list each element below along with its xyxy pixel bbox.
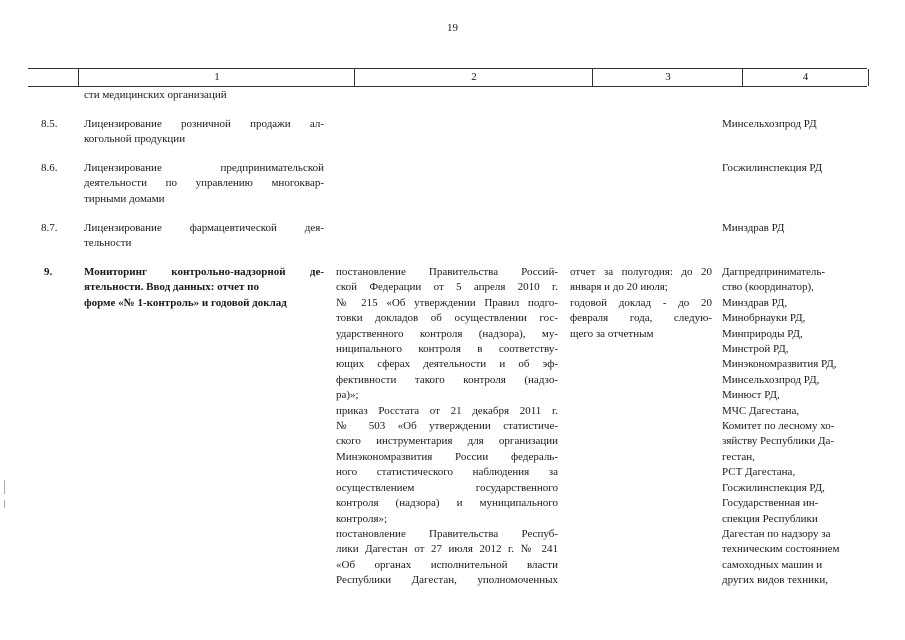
executor-line: ство (координатор), xyxy=(722,281,814,294)
executor-line: Дагпредприниматель- xyxy=(722,266,826,278)
executor-line: Государственная ин- xyxy=(722,497,819,510)
executor-line: РСТ Дагестана, xyxy=(722,466,796,479)
description-line: Лицензирование предпринимательской xyxy=(84,162,324,174)
title-line: Мониторинг контрольно-надзорной де- xyxy=(84,266,324,278)
row-description-8-6 xyxy=(84,161,324,207)
executor-line: Минсельхозпрод РД, xyxy=(722,373,820,386)
row-description-8-5 xyxy=(84,117,324,148)
description-line: тельности xyxy=(84,237,132,250)
row-title-9 xyxy=(84,265,324,311)
basis-line: фективности такого контроля (надзо- xyxy=(336,373,558,386)
deadline-line: годовой доклад - до 20 xyxy=(570,296,712,309)
executor-line: самоходных машин и xyxy=(722,558,823,571)
executor-line: Минстрой РД, xyxy=(722,343,789,356)
description-line: деятельности по управлению многоквар- xyxy=(84,177,324,190)
executor-line: других видов техники, xyxy=(722,574,829,587)
basis-line: ниципального контроля в соответству- xyxy=(336,343,558,356)
basis-line: ющих сферах деятельности и об эф- xyxy=(336,358,558,371)
basis-line: контроля»; xyxy=(336,512,388,525)
deadline-line: января и до 20 июля; xyxy=(570,281,668,294)
basis-line: контроля (надзора) и муниципального xyxy=(336,497,558,510)
executor-line: Дагестан по надзору за xyxy=(722,527,831,540)
basis-line: осуществлением государственного xyxy=(336,481,558,494)
row-description-8-7 xyxy=(84,221,324,252)
basis-line: товки докладов об осуществлении гос- xyxy=(336,312,558,325)
title-line: ятельности. Ввод данных: отчет по xyxy=(84,281,259,294)
row-executors-9 xyxy=(722,265,840,589)
column-header-4: 4 xyxy=(742,69,869,86)
basis-line: постановление Правительства Россий- xyxy=(336,266,558,278)
executor-line: гестан, xyxy=(722,450,755,463)
basis-line: ского инструментария для организации xyxy=(336,435,558,448)
executor-line: Минюст РД, xyxy=(722,389,780,402)
column-header-1: 1 xyxy=(78,69,355,86)
row-deadline-9 xyxy=(570,265,712,342)
basis-line: ного статистического наблюдения за xyxy=(336,466,558,479)
executor-line: Госжилинспекция РД, xyxy=(722,481,825,494)
basis-line: приказ Росстата от 21 декабря 2011 г. xyxy=(336,404,558,417)
description-line: Лицензирование розничной продажи ал- xyxy=(84,118,324,130)
basis-line: ской Федерации от 5 апреля 2010 г. xyxy=(336,281,558,294)
column-header-3: 3 xyxy=(592,69,743,86)
basis-line: № 503 «Об утверждении статистиче- xyxy=(336,420,558,433)
executor-line: Минобрнауки РД, xyxy=(722,312,806,325)
basis-line: лики Дагестан от 27 июля 2012 г. № 241 xyxy=(336,543,558,556)
basis-line: Республики Дагестан, уполномоченных xyxy=(336,574,558,587)
row-executor-8-5: Минсельхозпрод РД xyxy=(722,118,817,130)
executor-line: зяйству Республики Да- xyxy=(722,435,835,448)
basis-line: Минэкономразвития России федераль- xyxy=(336,450,558,463)
column-header-2: 2 xyxy=(354,69,593,86)
basis-line: ударственного контроля (надзора), му- xyxy=(336,327,558,340)
executor-line: Комитет по лесному хо- xyxy=(722,420,835,433)
page-number: 19 xyxy=(447,22,458,34)
executor-line: Минздрав РД, xyxy=(722,296,788,309)
table-header xyxy=(28,68,867,87)
row-number-8-5: 8.5. xyxy=(41,118,58,130)
deadline-line: февраля года, следую- xyxy=(570,312,712,325)
description-line: когольной продукции xyxy=(84,133,186,146)
executor-line: спекция Республики xyxy=(722,512,818,525)
row-basis-9 xyxy=(336,265,558,589)
title-line: форме «№ 1-контроль» и годовой доклад xyxy=(84,296,287,309)
description-line: Лицензирование фармацевтической дея- xyxy=(84,222,324,234)
row-number-8-7: 8.7. xyxy=(41,222,58,234)
row-executor-8-7: Минздрав РД xyxy=(722,222,785,234)
executor-line: Минэкономразвития РД, xyxy=(722,358,837,371)
executor-line: Минприроды РД, xyxy=(722,327,803,340)
basis-line: «Об органах исполнительной власти xyxy=(336,558,558,571)
executor-line: техническим состоянием xyxy=(722,543,840,556)
row-number-8-6: 8.6. xyxy=(41,162,58,174)
continuation-text: сти медицинских организаций xyxy=(84,89,227,101)
row-number-9: 9. xyxy=(44,266,53,278)
scan-mark xyxy=(4,480,5,494)
basis-line: № 215 «Об утверждении Правил подго- xyxy=(336,296,558,309)
executor-line: МЧС Дагестана, xyxy=(722,404,800,417)
basis-line: постановление Правительства Респуб- xyxy=(336,527,558,540)
basis-line: ра)»; xyxy=(336,389,359,402)
description-line: тирными домами xyxy=(84,192,165,205)
deadline-line: отчет за полугодия: до 20 xyxy=(570,266,712,278)
scan-mark xyxy=(4,500,5,508)
deadline-line: щего за отчетным xyxy=(570,327,654,340)
row-executor-8-6: Госжилинспекция РД xyxy=(722,162,823,174)
